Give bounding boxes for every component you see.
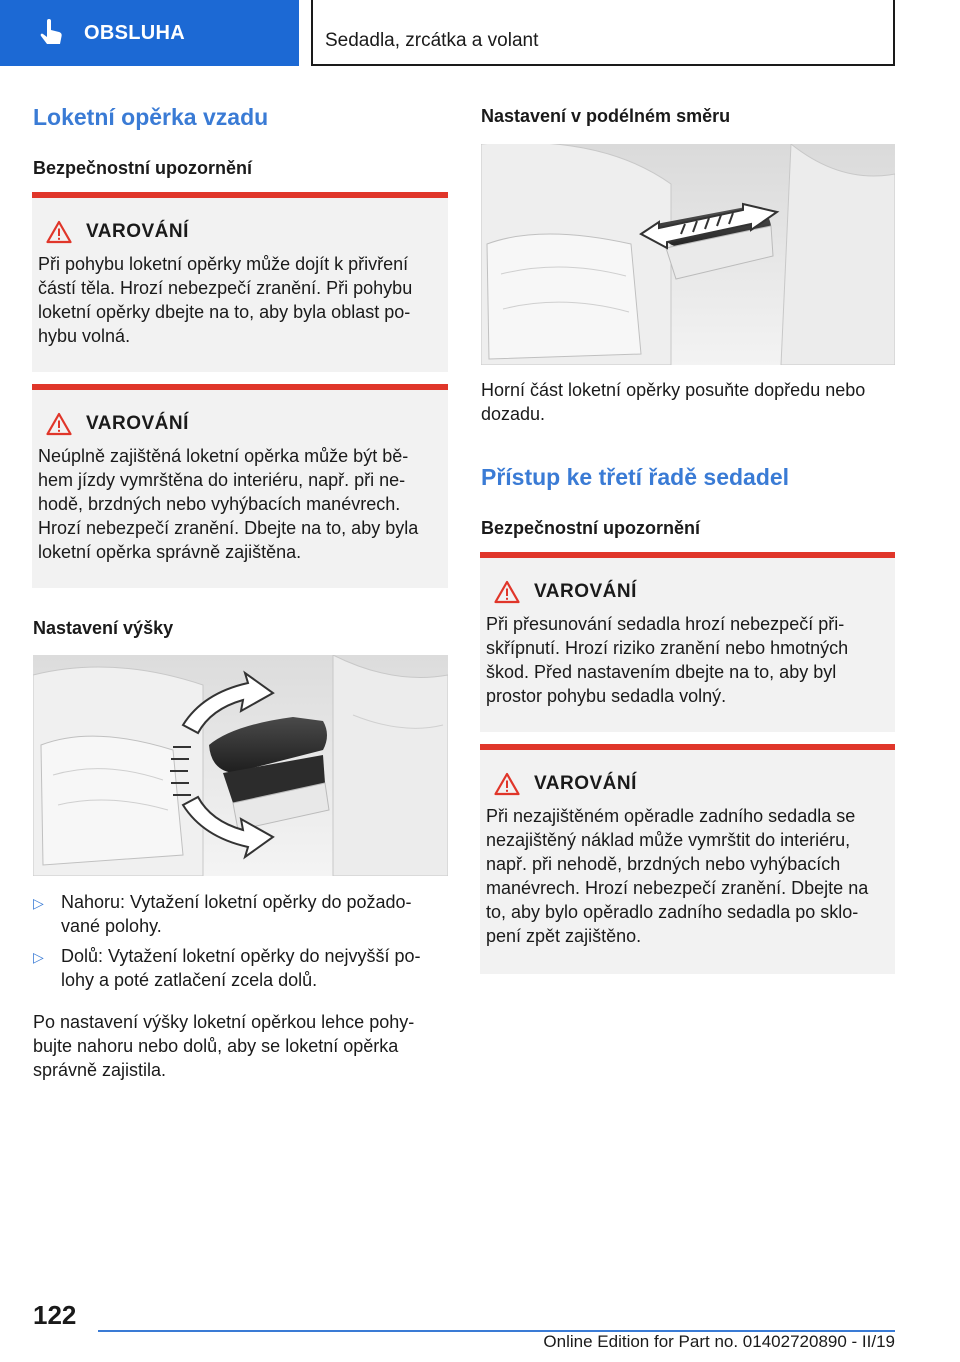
page-number: 122	[33, 1300, 77, 1330]
safety-heading: Bezpečnostní upozornění	[33, 158, 253, 178]
edition-footer: Online Edition for Part no. 01402720890 - II/19	[543, 1332, 895, 1351]
header-rule	[313, 64, 895, 66]
list-item	[33, 890, 448, 938]
warning-triangle-icon	[494, 772, 520, 796]
armrest-height-illustration	[33, 655, 448, 876]
header-right-border	[893, 0, 895, 66]
header-divider	[311, 0, 313, 66]
warning-line: loketní opěrky dbejte na to, aby byla oblast po-	[38, 302, 411, 322]
section-title-third-row: Přístup ke třetí řadě sedadel	[481, 464, 790, 490]
bullet-line: lohy a poté zatlačení zcela dolů.	[61, 970, 318, 990]
warning-line: pení zpět zajištěno.	[486, 926, 642, 946]
paragraph-line: dozadu.	[481, 404, 546, 424]
warning-triangle-icon	[494, 580, 520, 604]
longitudinal-text	[481, 378, 896, 426]
warning-line: loketní opěrka správně zajištěna.	[38, 542, 302, 562]
height-note	[33, 1010, 448, 1082]
safety-heading: Bezpečnostní upozornění	[481, 518, 701, 538]
section-tab[interactable]	[0, 0, 299, 66]
warning-line: Při nezajištěném opěradle zadního sedadla se	[486, 806, 856, 826]
warning-box	[480, 552, 895, 732]
warning-box	[480, 744, 895, 974]
warning-line: hem jízdy vymrštěna do interiéru, např. při ne-	[38, 470, 406, 490]
warning-line: částí těla. Hrozí nebezpečí zranění. Při pohybu	[38, 278, 413, 298]
warning-line: škod. Před nastavením dbejte na to, aby byl	[486, 662, 837, 682]
warning-line: nezajištěný náklad může vymrštit do interiéru,	[486, 830, 851, 850]
height-steps-list	[33, 890, 448, 998]
triangle-bullet-icon: ▷	[33, 949, 44, 965]
bullet-line: Dolů: Vytažení loketní opěrky do nejvyšší po-	[61, 946, 421, 966]
warning-line: Při přesunování sedadla hrozí nebezpečí při-	[486, 614, 845, 634]
paragraph-line: bujte nahoru nebo dolů, aby se loketní opěrka	[33, 1036, 399, 1056]
section-title-armrest: Loketní opěrka vzadu	[33, 104, 269, 130]
chapter-title: Sedadla, zrcátka a volant	[325, 30, 539, 51]
warning-title: VAROVÁNÍ	[534, 773, 637, 794]
warning-title: VAROVÁNÍ	[534, 581, 637, 602]
bullet-line: Nahoru: Vytažení loketní opěrky do požado-	[61, 892, 412, 912]
warning-line: Neúplně zajištěná loketní opěrka může být bě-	[38, 446, 409, 466]
triangle-bullet-icon: ▷	[33, 895, 44, 911]
warning-line: Hrozí nebezpečí zranění. Dbejte na to, aby byla	[38, 518, 419, 538]
warning-line: prostor pohybu sedadla volný.	[486, 686, 727, 706]
warning-line: skřípnutí. Hrozí riziko zranění nebo hmotných	[486, 638, 849, 658]
paragraph-line: Po nastavení výšky loketní opěrkou lehce pohy-	[33, 1012, 415, 1032]
warning-line: manévrech. Hrozí nebezpečí zranění. Dbejte na	[486, 878, 869, 898]
warning-line: např. při nehodě, brzdných nebo vyhýbacích	[486, 854, 841, 874]
warning-line: to, aby bylo opěradlo zadního sedadla po sklo-	[486, 902, 859, 922]
hand-pointer-icon	[36, 18, 66, 48]
warning-title: VAROVÁNÍ	[86, 221, 189, 242]
paragraph-line: Horní část loketní opěrky posuňte dopředu nebo	[481, 380, 866, 400]
warning-line: Při pohybu loketní opěrky může dojít k přivření	[38, 254, 409, 274]
warning-box	[32, 192, 448, 372]
warning-box	[32, 384, 448, 588]
warning-line: hybu volná.	[38, 326, 131, 346]
longitudinal-heading: Nastavení v podélném směru	[481, 106, 731, 126]
height-heading: Nastavení výšky	[33, 618, 174, 638]
warning-title: VAROVÁNÍ	[86, 413, 189, 434]
bullet-line: vané polohy.	[61, 916, 162, 936]
warning-triangle-icon	[46, 412, 72, 436]
warning-triangle-icon	[46, 220, 72, 244]
list-item	[33, 944, 448, 992]
armrest-longitudinal-illustration	[481, 144, 895, 365]
warning-line: hodě, brzdných nebo vyhýbacích manévrech.	[38, 494, 401, 514]
paragraph-line: správně zajistila.	[33, 1060, 167, 1080]
section-label: OBSLUHA	[84, 21, 185, 44]
